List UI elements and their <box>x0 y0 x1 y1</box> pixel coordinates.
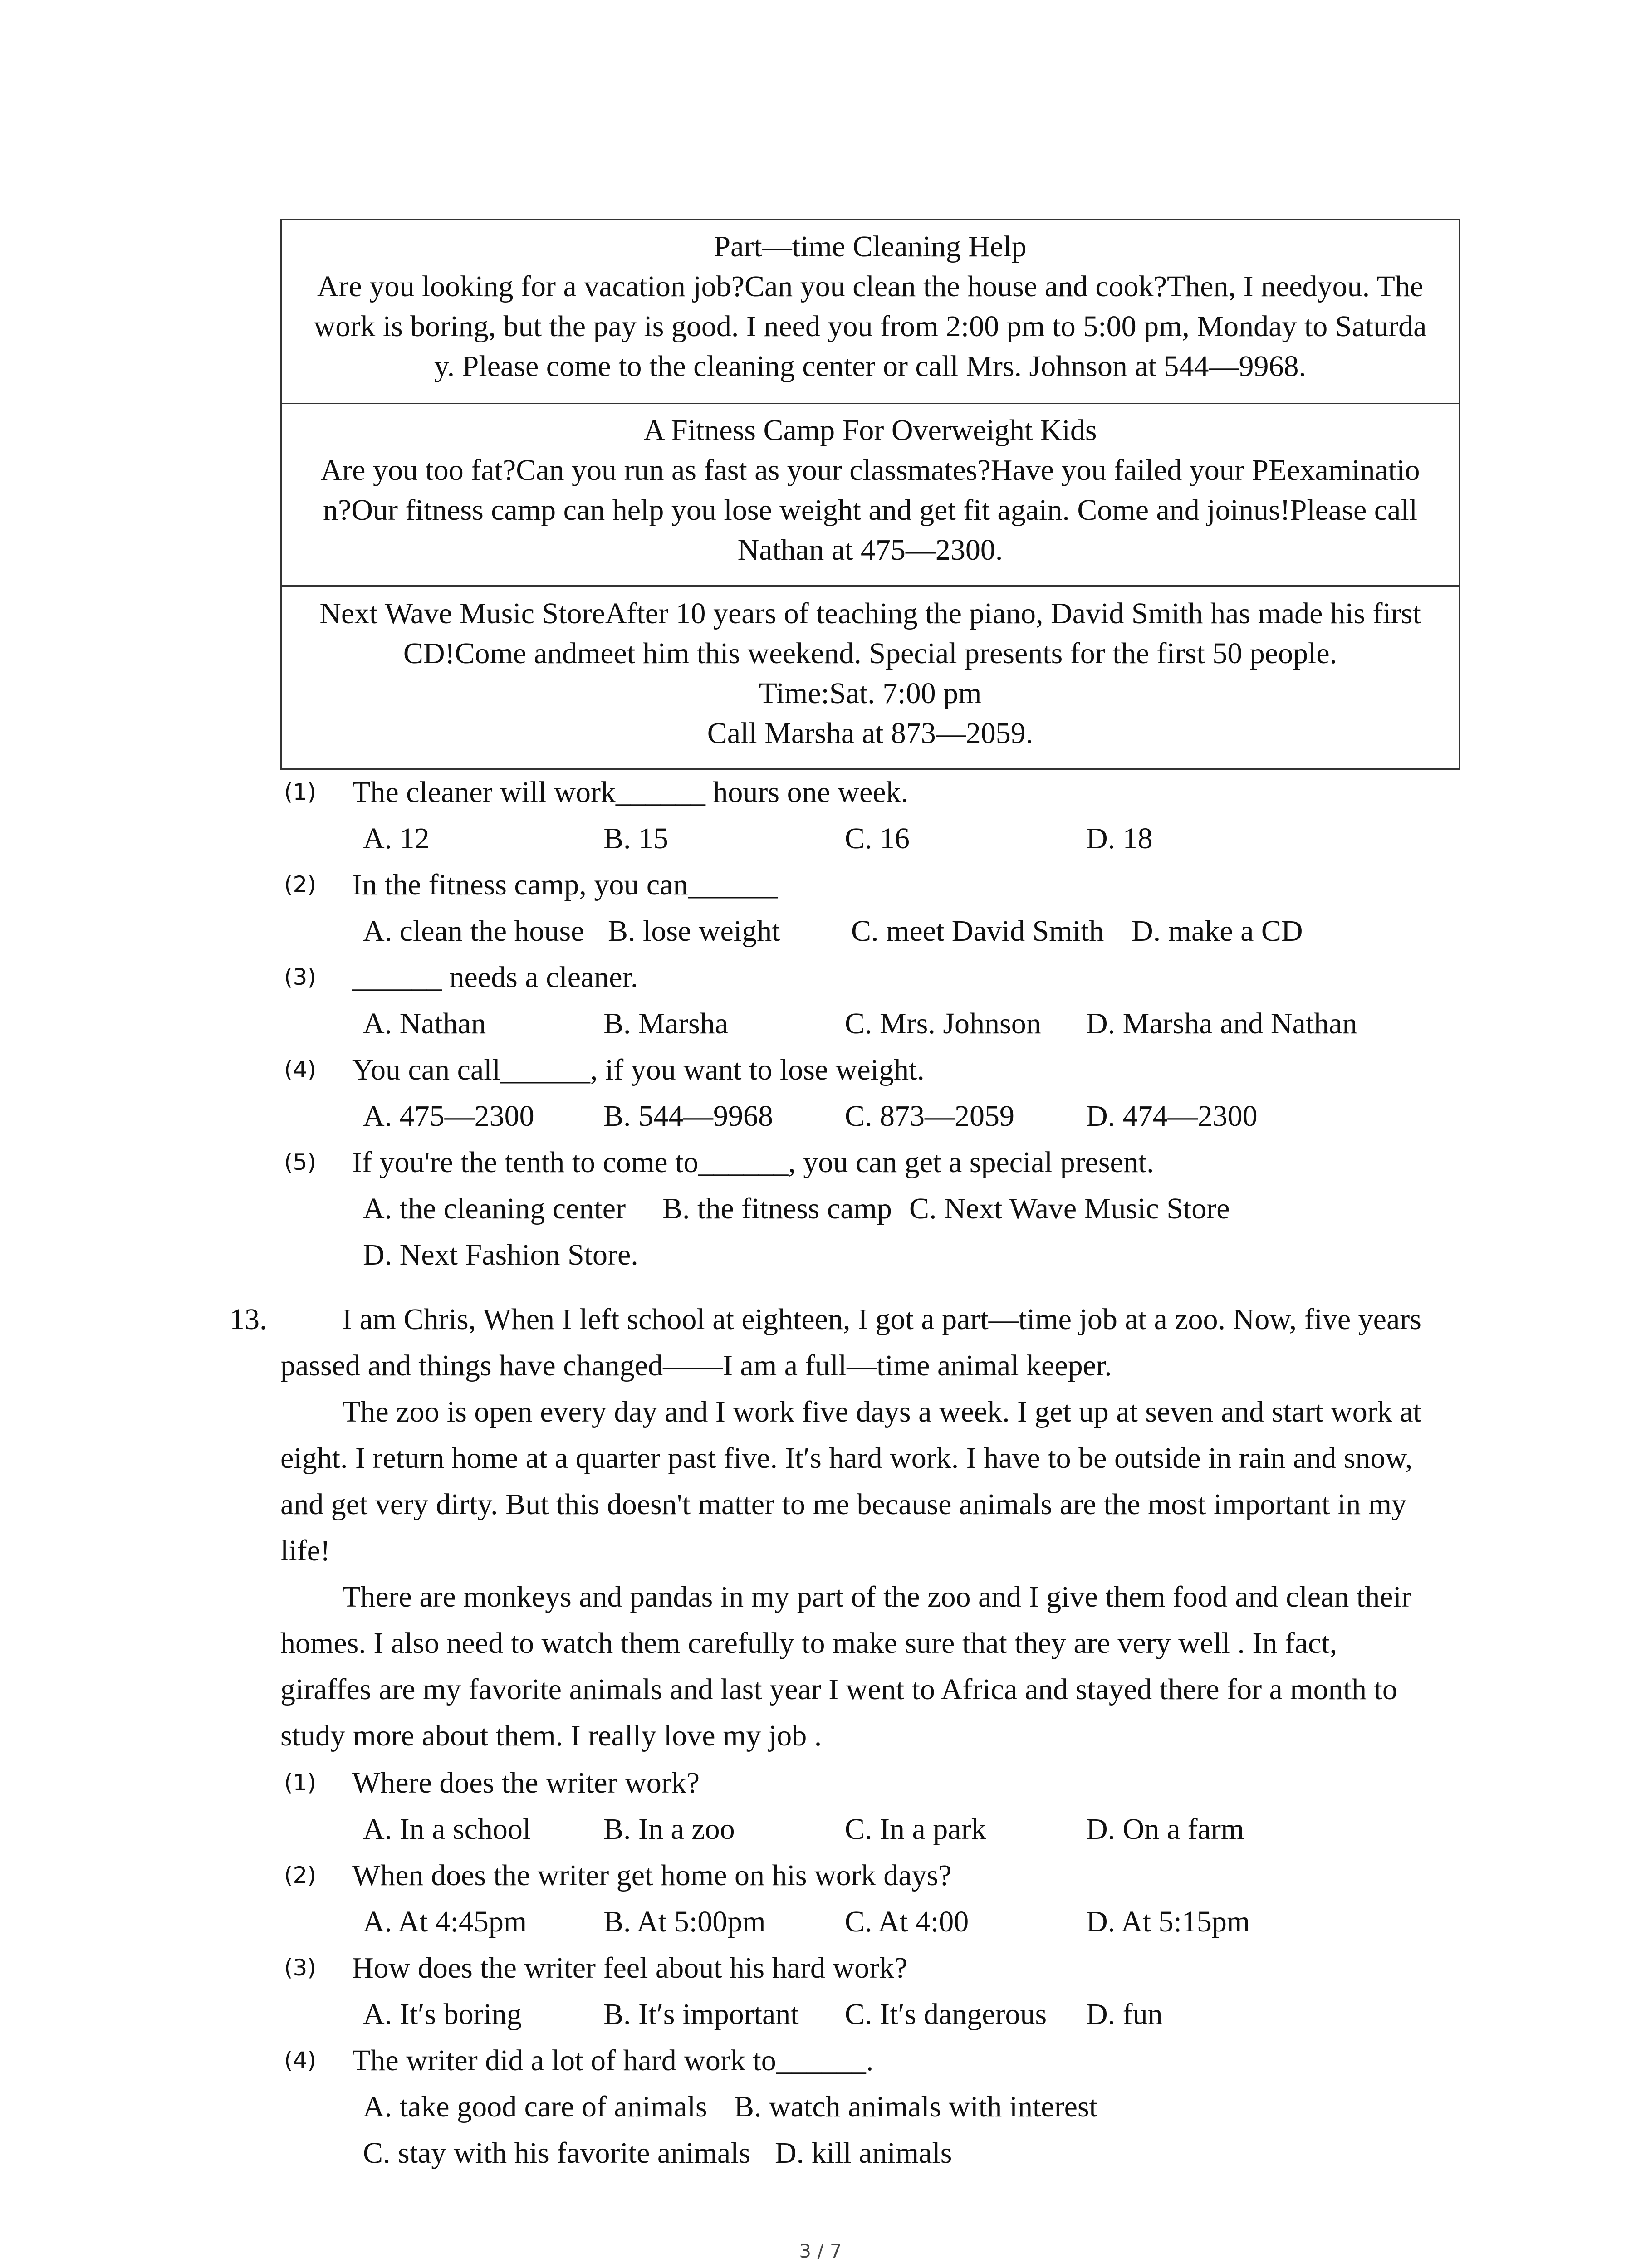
ad-text-line: Nathan at 475—2300. <box>737 533 1003 567</box>
question-item <box>0 1853 1641 1899</box>
passage-line: and get very dirty. But this doesn't matter to me because animals are the most important in my <box>280 1488 1407 1521</box>
option-d[interactable]: D. On a farm <box>1086 1813 1244 1846</box>
option-b[interactable]: B. 544—9968 <box>603 1100 774 1133</box>
question-number: (4) <box>284 1056 316 1083</box>
question-item <box>0 862 1641 908</box>
passage-line: There are monkeys and pandas in my part of the zoo and I give them food and clean their <box>342 1580 1411 1613</box>
passage-line: The zoo is open every day and I work five days a week. I get up at seven and start work at <box>342 1395 1421 1428</box>
option-b[interactable]: B. the fitness camp <box>662 1192 892 1225</box>
q13-passage <box>280 1296 1460 1759</box>
passage-line: giraffes are my favorite animals and last year I went to Africa and stayed there for a month to <box>280 1673 1397 1706</box>
question-13-number: 13. <box>230 1303 267 1336</box>
option-row <box>0 2130 1641 2176</box>
option-c[interactable]: C. Next Wave Music Store <box>909 1192 1230 1225</box>
ad-fitness-camp <box>282 403 1459 585</box>
option-d[interactable]: D. kill animals <box>775 2136 952 2170</box>
option-row <box>0 1186 1641 1232</box>
option-row <box>0 908 1641 954</box>
option-a[interactable]: A. take good care of animals <box>363 2090 707 2123</box>
option-a[interactable]: A. It′s boring <box>363 1998 522 2031</box>
option-row <box>0 2084 1641 2130</box>
option-d[interactable]: D. 18 <box>1086 822 1153 855</box>
option-a[interactable]: A. 12 <box>363 822 430 855</box>
question-text: The cleaner will work______ hours one week. <box>352 776 909 809</box>
option-a[interactable]: A. 475—2300 <box>363 1100 534 1133</box>
option-b[interactable]: B. lose weight <box>608 914 780 948</box>
ad-text-line: y. Please come to the cleaning center or call Mrs. Johnson at 544—9968. <box>434 350 1307 383</box>
question-number: (5) <box>284 1149 316 1175</box>
option-d[interactable]: D. make a CD <box>1132 914 1303 948</box>
ads-table <box>280 219 1460 770</box>
option-b[interactable]: B. watch animals with interest <box>734 2090 1097 2123</box>
question-number: (3) <box>284 1955 316 1981</box>
option-d[interactable]: D. 474—2300 <box>1086 1100 1258 1133</box>
question-item <box>0 1047 1641 1093</box>
option-row <box>0 1991 1641 2038</box>
question-item <box>0 2038 1641 2084</box>
option-d[interactable]: D. Marsha and Nathan <box>1086 1007 1357 1040</box>
passage-line: life! <box>280 1534 330 1567</box>
question-text: In the fitness camp, you can______ <box>352 868 778 901</box>
question-number: (2) <box>284 1862 316 1888</box>
ad-text-line: n?Our fitness camp can help you lose weight and get fit again. Come and joinus!Please call <box>323 494 1417 527</box>
question-text: Where does the writer work? <box>352 1766 700 1799</box>
question-text: You can call______, if you want to lose weight. <box>352 1053 925 1086</box>
option-b[interactable]: B. Marsha <box>603 1007 728 1040</box>
option-a[interactable]: A. Nathan <box>363 1007 486 1040</box>
option-b[interactable]: B. In a zoo <box>603 1813 735 1846</box>
option-c[interactable]: C. 16 <box>845 822 910 855</box>
option-c[interactable]: C. At 4:00 <box>845 1905 969 1938</box>
passage-line: passed and things have changed——I am a full—time animal keeper. <box>280 1349 1112 1382</box>
question-item <box>0 1760 1641 1806</box>
option-row <box>0 816 1641 862</box>
option-row <box>0 1232 1641 1278</box>
option-row <box>0 1899 1641 1945</box>
ad-text-line: Are you looking for a vacation job?Can you clean the house and cook?Then, I needyou. The <box>317 270 1424 303</box>
option-a[interactable]: A. At 4:45pm <box>363 1905 527 1938</box>
question-text: When does the writer get home on his work days? <box>352 1859 952 1892</box>
option-c[interactable]: C. It′s dangerous <box>845 1998 1047 2031</box>
question-number: (1) <box>284 1769 316 1796</box>
ad-title: A Fitness Camp For Overweight Kids <box>643 414 1097 447</box>
option-c[interactable]: C. meet David Smith <box>851 914 1104 948</box>
option-a[interactable]: A. the cleaning center <box>363 1192 626 1225</box>
option-b[interactable]: B. At 5:00pm <box>603 1905 766 1938</box>
option-d[interactable]: D. At 5:15pm <box>1086 1905 1250 1938</box>
question-number: (1) <box>284 779 316 805</box>
page-number: 3 / 7 <box>799 2240 842 2262</box>
passage-line: I am Chris, When I left school at eighteen, I got a part—time job at a zoo. Now, five years <box>342 1303 1421 1336</box>
question-text: If you're the tenth to come to______, you can get a special present. <box>352 1146 1154 1179</box>
passage-line: eight. I return home at a quarter past five. It′s hard work. I have to be outside in rain and snow, <box>280 1442 1413 1475</box>
ad-title: Part—time Cleaning Help <box>714 230 1027 263</box>
ad-text-line: work is boring, but the pay is good. I need you from 2:00 pm to 5:00 pm, Monday to Saturda <box>314 310 1427 343</box>
option-d[interactable]: D. fun <box>1086 1998 1163 2031</box>
option-b[interactable]: B. 15 <box>603 822 669 855</box>
question-item <box>0 1945 1641 1991</box>
ad-cleaning-help <box>282 220 1459 403</box>
passage-line: study more about them. I really love my job . <box>280 1719 822 1752</box>
option-row <box>0 1093 1641 1139</box>
question-text: How does the writer feel about his hard work? <box>352 1951 908 1984</box>
option-c[interactable]: C. Mrs. Johnson <box>845 1007 1041 1040</box>
ad-music-store <box>282 585 1459 768</box>
ad-text-line: Call Marsha at 873—2059. <box>707 717 1034 750</box>
ad-text-line: Time:Sat. 7:00 pm <box>759 677 982 710</box>
question-number: (4) <box>284 2047 316 2073</box>
option-c[interactable]: C. 873—2059 <box>845 1100 1015 1133</box>
option-c[interactable]: C. In a park <box>845 1813 986 1846</box>
question-text: ______ needs a cleaner. <box>352 961 638 994</box>
option-c[interactable]: C. stay with his favorite animals <box>363 2136 751 2170</box>
passage-line: homes. I also need to watch them carefully to make sure that they are very well . In fact, <box>280 1627 1337 1660</box>
question-text: The writer did a lot of hard work to______. <box>352 2044 874 2077</box>
option-d[interactable]: D. Next Fashion Store. <box>363 1238 638 1271</box>
ad-text-line: CD!Come andmeet him this weekend. Special presents for the first 50 people. <box>403 637 1337 670</box>
option-a[interactable]: A. clean the house <box>363 914 584 948</box>
question-number: (3) <box>284 964 316 990</box>
q12-questions <box>0 769 1641 1278</box>
question-item <box>0 769 1641 816</box>
ad-text-line: Next Wave Music StoreAfter 10 years of teaching the piano, David Smith has made his first <box>319 597 1421 630</box>
option-a[interactable]: A. In a school <box>363 1813 531 1846</box>
option-row <box>0 1806 1641 1853</box>
question-number: (2) <box>284 871 316 898</box>
ad-text-line: Are you too fat?Can you run as fast as your classmates?Have you failed your PEexaminatio <box>320 454 1420 487</box>
question-item <box>0 954 1641 1001</box>
option-b[interactable]: B. It′s important <box>603 1998 799 2031</box>
q13-questions <box>0 1760 1641 2176</box>
question-item <box>0 1139 1641 1186</box>
option-row <box>0 1001 1641 1047</box>
